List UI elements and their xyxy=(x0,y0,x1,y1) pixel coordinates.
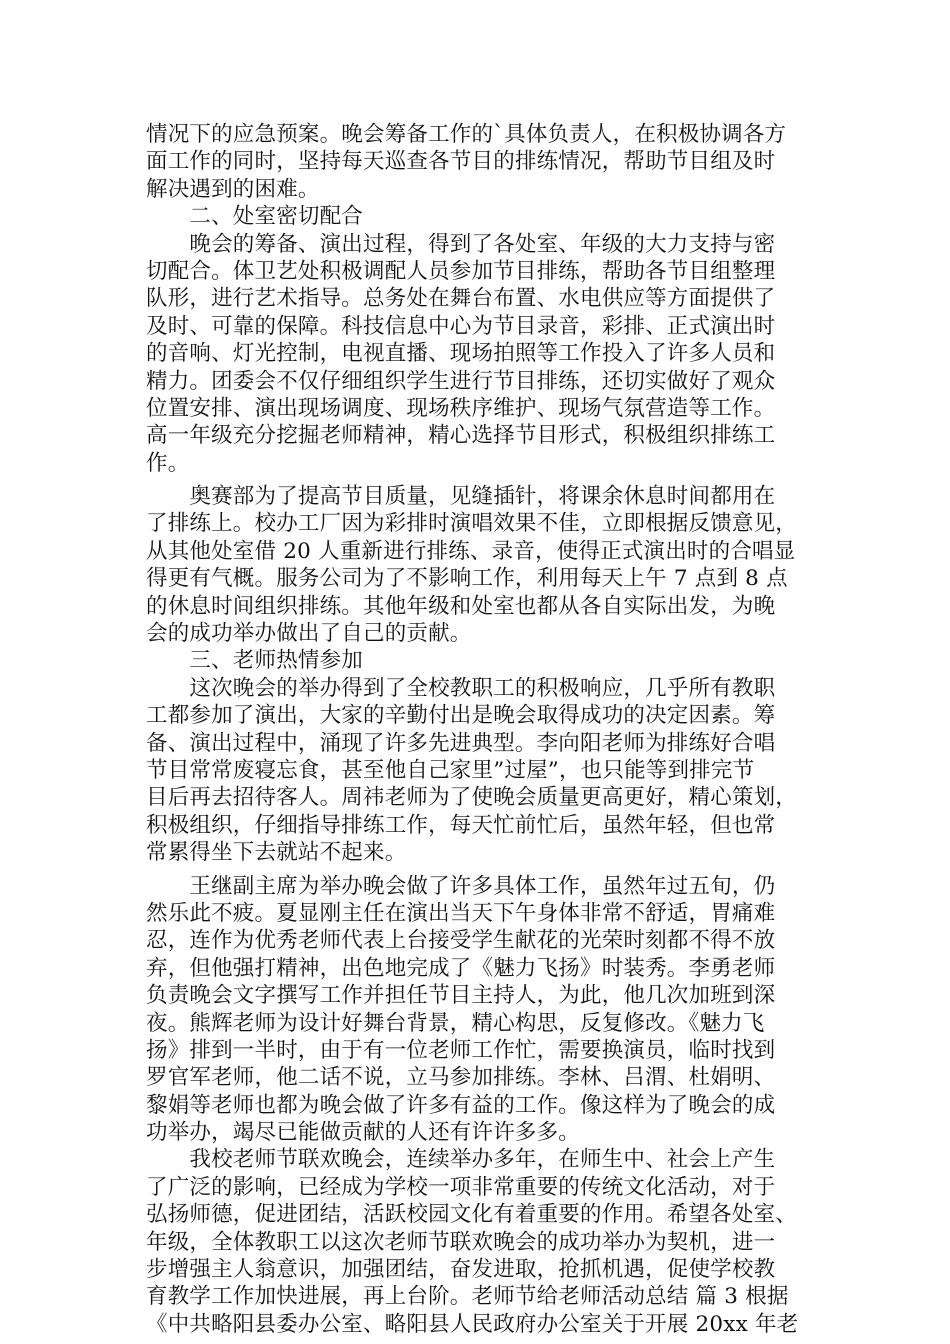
text-line: 节目常常废寝忘食，甚至他自己家里”过屋”，也只能等到排完节 xyxy=(146,757,755,783)
text-line: 负责晚会文字撰写工作并担任节目主持人，为此，他几次加班到深 xyxy=(146,983,776,1009)
text-line: 弘扬师德，促进团结，活跃校园文化有着重要的作用。希望各处室、 xyxy=(146,1202,798,1228)
text-line: 扬》排到一半时，由于有一位老师工作忙，需要换演员，临时找到 xyxy=(146,1037,776,1063)
text-line: 会的成功举办做出了自己的贡献。 xyxy=(146,621,472,647)
text-line: 作。 xyxy=(146,450,190,476)
text-line: 情况下的应急预案。晚会筹备工作的`具体负责人，在积极协调各方 xyxy=(146,122,787,147)
text-line: 得更有气概。服务公司为了不影响工作，利用每天上午 7 点到 8 点 xyxy=(146,566,788,592)
text-line: 育教学工作加快进展，再上台阶。老师节给老师活动总结 篇 3 根据 xyxy=(146,1284,789,1310)
text-line: 了排练上。校办工厂因为彩排时演唱效果不佳，立即根据反馈意见， xyxy=(146,511,798,537)
text-line: 工都参加了演出，大家的辛勤付出是晚会取得成功的决定因素。筹 xyxy=(146,703,776,729)
text-line: 常累得坐下去就站不起来。 xyxy=(146,840,407,866)
text-line: 面工作的同时，坚持每天巡查各节目的排练情况，帮助节目组及时 xyxy=(146,149,776,175)
text-line: 了广泛的影响，已经成为学校一项非常重要的传统文化活动，对于 xyxy=(146,1174,776,1200)
text-line: 的音响、灯光控制，电视直播、现场拍照等工作投入了许多人员和 xyxy=(146,341,776,367)
text-line: 队形，进行艺术指导。总务处在舞台布置、水电供应等方面提供了 xyxy=(146,286,776,312)
text-line: 位置安排、演出现场调度、现场秩序维护、现场气氛营造等工作。 xyxy=(146,395,776,421)
text-line: 弃，但他强打精神，出色地完成了《魅力飞扬》时装秀。李勇老师 xyxy=(146,955,776,981)
text-line: 精力。团委会不仅仔细组织学生进行节目排练，还切实做好了观众 xyxy=(146,368,776,394)
text-line: 忍，连作为优秀老师代表上台接受学生献花的光荣时刻都不得不放 xyxy=(146,928,776,954)
text-line: 步增强主人翁意识，加强团结，奋发进取，抢抓机遇，促使学校教 xyxy=(146,1257,776,1283)
text-line: 及时、可靠的保障。科技信息中心为节目录音，彩排、正式演出时 xyxy=(146,313,776,339)
text-line: 目后再去招待客人。周祎老师为了使晚会质量更高更好，精心策划， xyxy=(146,785,798,811)
text-line: 王继副主席为举办晚会做了许多具体工作，虽然年过五旬，仍 xyxy=(146,873,776,899)
text-line: 然乐此不疲。夏显刚主任在演出当天下午身体非常不舒适，胃痛难 xyxy=(146,900,776,926)
text-line: 的休息时间组织排练。其他年级和处室也都从各自实际出发，为晚 xyxy=(146,593,776,619)
text-line: 罗官军老师，他二话不说，立马参加排练。李林、吕渭、杜娟明、 xyxy=(146,1065,776,1091)
text-line: 从其他处室借 20 人重新进行排练、录音，使得正式演出时的合唱显 xyxy=(146,538,796,564)
text-line: 这次晚会的举办得到了全校教职工的积极响应，几乎所有教职 xyxy=(146,675,776,701)
text-line: 夜。熊辉老师为设计好舞台背景，精心构思，反复修改。《魅力飞 xyxy=(146,1010,765,1036)
text-line: 我校老师节联欢晚会，连续举办多年，在师生中、社会上产生 xyxy=(146,1147,776,1173)
text-line: 切配合。体卫艺处积极调配人员参加节目排练，帮助各节目组整理 xyxy=(146,258,776,284)
text-line: 备、演出过程中，涌现了许多先进典型。李向阳老师为排练好合唱 xyxy=(146,730,776,756)
text-line: 《中共略阳县委办公室、略阳县人民政府办公室关于开展 20xx 年老 xyxy=(146,1311,799,1337)
text-line: 黎娟等老师也都为晚会做了许多有益的工作。像这样为了晚会的成 xyxy=(146,1092,776,1118)
document-body xyxy=(146,121,808,1338)
text-line: 解决遇到的困难。 xyxy=(146,176,320,202)
text-line: 晚会的筹备、演出过程，得到了各处室、年级的大力支持与密 xyxy=(146,231,776,257)
text-line: 积极组织，仔细指导排练工作，每天忙前忙后，虽然年轻，但也常 xyxy=(146,812,776,838)
text-line: 功举办，竭尽已能做贡献的人还有许许多多。 xyxy=(146,1120,581,1146)
text-line: 高一年级充分挖掘老师精神，精心选择节目形式，积极组织排练工 xyxy=(146,423,776,449)
section-heading: 三、老师热情参加 xyxy=(146,648,364,674)
text-line: 年级，全体教职工以这次老师节联欢晚会的成功举办为契机，进一 xyxy=(146,1229,776,1255)
section-heading: 二、处室密切配合 xyxy=(146,204,364,230)
text-line: 奥赛部为了提高节目质量，见缝插针，将课余休息时间都用在 xyxy=(146,484,776,510)
